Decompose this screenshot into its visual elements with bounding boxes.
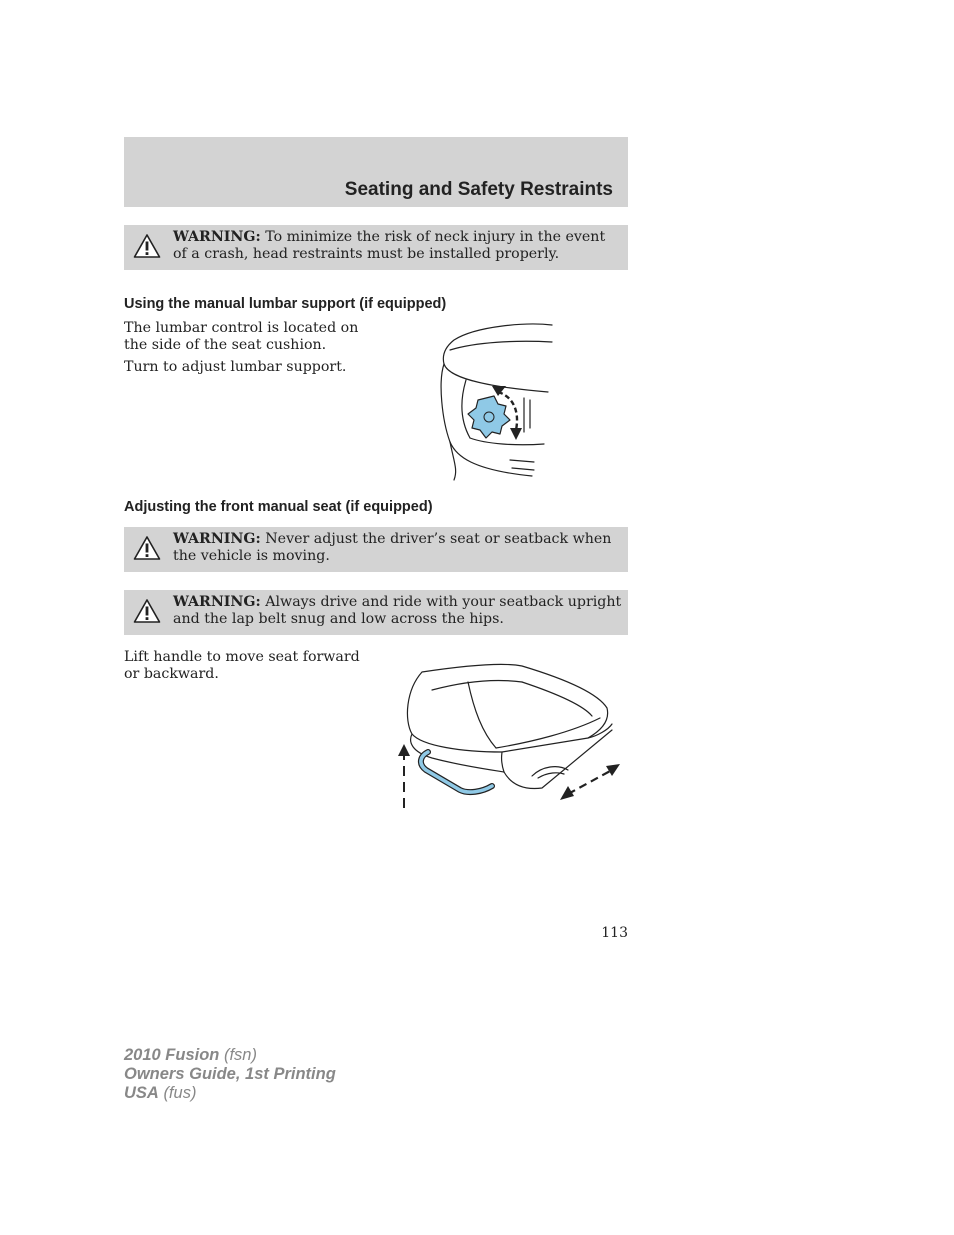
warning-body: Never adjust the driver’s seat or seatback when the vehicle is moving. bbox=[173, 531, 612, 564]
warning-text bbox=[173, 229, 622, 263]
footer-model-code: (fsn) bbox=[223, 1046, 257, 1064]
warning-triangle-icon bbox=[133, 598, 161, 624]
footer bbox=[124, 1046, 336, 1103]
warning-text bbox=[173, 531, 622, 565]
warning-box-seatback-upright bbox=[124, 590, 628, 635]
warning-box-moving-vehicle bbox=[124, 527, 628, 572]
footer-guide: Owners Guide, 1st Printing bbox=[124, 1065, 336, 1083]
page-title: Seating and Safety Restraints bbox=[344, 179, 613, 200]
lumbar-paragraph-2: Turn to adjust lumbar support. bbox=[124, 359, 347, 375]
warning-triangle-icon bbox=[133, 535, 161, 561]
warning-label: WARNING: bbox=[173, 594, 261, 610]
warning-label: WARNING: bbox=[173, 229, 261, 245]
seat-adjust-illustration bbox=[392, 660, 624, 810]
section-heading-front-seat: Adjusting the front manual seat (if equipped) bbox=[124, 499, 433, 515]
forward-backward-arrow-icon bbox=[560, 764, 620, 800]
footer-market-code: (fus) bbox=[163, 1084, 197, 1102]
warning-label: WARNING: bbox=[173, 531, 261, 547]
page-number: 113 bbox=[601, 925, 628, 941]
lumbar-knob-illustration bbox=[436, 320, 558, 482]
front-seat-paragraph: Lift handle to move seat forward or backward. bbox=[124, 649, 360, 682]
warning-body: Always drive and ride with your seatback upright and the lap belt snug and low across the hips. bbox=[173, 594, 622, 627]
lumbar-paragraph-1: The lumbar control is located on the side of the seat cushion. bbox=[124, 320, 359, 353]
warning-box-head-restraints bbox=[124, 225, 628, 270]
lift-arrow-icon bbox=[398, 744, 410, 808]
section-heading-lumbar: Using the manual lumbar support (if equipped) bbox=[124, 296, 447, 312]
knob-icon bbox=[468, 396, 510, 438]
footer-model: 2010 Fusion bbox=[124, 1046, 220, 1064]
footer-market: USA bbox=[124, 1084, 159, 1102]
warning-triangle-icon bbox=[133, 233, 161, 259]
warning-text bbox=[173, 594, 622, 628]
warning-body: To minimize the risk of neck injury in the event of a crash, head restraints must be installed properly. bbox=[173, 229, 606, 262]
header-band bbox=[124, 137, 628, 207]
